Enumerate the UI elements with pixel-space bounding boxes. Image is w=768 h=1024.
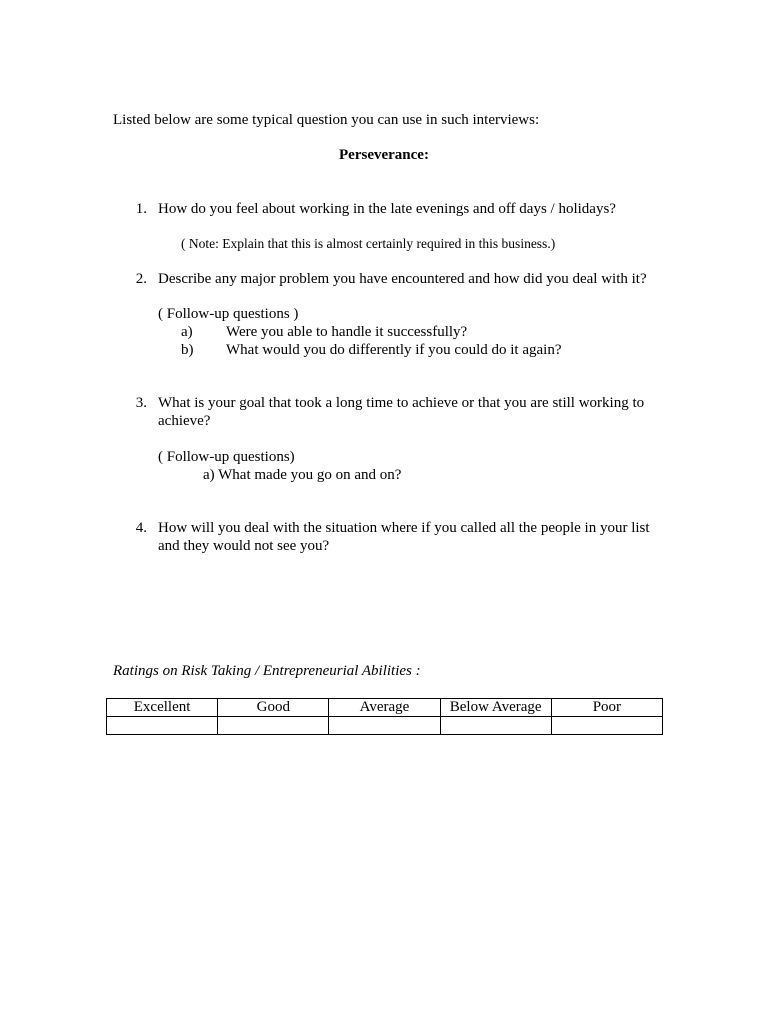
question-2-followup-b-text: What would you do differently if you could do it again?: [226, 342, 562, 358]
rating-good-cell[interactable]: [218, 717, 329, 735]
question-4-text-line1: How will you deal with the situation where if you called all the people in your list: [158, 520, 650, 536]
rating-poor-header: Poor: [551, 699, 662, 717]
rating-average-cell[interactable]: [329, 717, 440, 735]
ratings-header-row: [107, 699, 663, 717]
question-1-number: 1.: [135, 201, 147, 217]
question-2-followup-a-marker: a): [181, 324, 193, 340]
rating-below-average-cell[interactable]: [440, 717, 551, 735]
rating-poor-cell[interactable]: [551, 717, 662, 735]
question-2-followup-a-text: Were you able to handle it successfully?: [226, 324, 468, 340]
rating-excellent-header: Excellent: [107, 699, 218, 717]
rating-average-header: Average: [329, 699, 440, 717]
intro-text: Listed below are some typical question you can use in such interviews:: [113, 112, 540, 128]
question-1-text: How do you feel about working in the late evenings and off days / holidays?: [158, 201, 616, 217]
ratings-value-row: [107, 717, 663, 735]
question-2-followup-label: ( Follow-up questions ): [158, 306, 299, 322]
question-4-text-line2: and they would not see you?: [158, 538, 330, 554]
section-heading: Perseverance:: [339, 147, 429, 163]
question-2-text: Describe any major problem you have encountered and how did you deal with it?: [158, 271, 647, 287]
question-3-followup-label: ( Follow-up questions): [158, 449, 295, 465]
question-3-text-line2: achieve?: [158, 413, 211, 429]
ratings-table: [106, 698, 663, 735]
rating-below-average-header: Below Average: [440, 699, 551, 717]
question-2-number: 2.: [135, 271, 147, 287]
rating-good-header: Good: [218, 699, 329, 717]
question-3-text-line1: What is your goal that took a long time to achieve or that you are still working to: [158, 395, 645, 411]
rating-excellent-cell[interactable]: [107, 717, 218, 735]
question-4-number: 4.: [135, 520, 147, 536]
question-3-followup-a: a) What made you go on and on?: [203, 467, 402, 483]
question-1-note: ( Note: Explain that this is almost certainly required in this business.): [181, 236, 556, 251]
question-2-followup-b-marker: b): [181, 342, 194, 358]
ratings-title: Ratings on Risk Taking / Entrepreneurial Abilities :: [113, 663, 421, 679]
question-3-number: 3.: [135, 395, 147, 411]
